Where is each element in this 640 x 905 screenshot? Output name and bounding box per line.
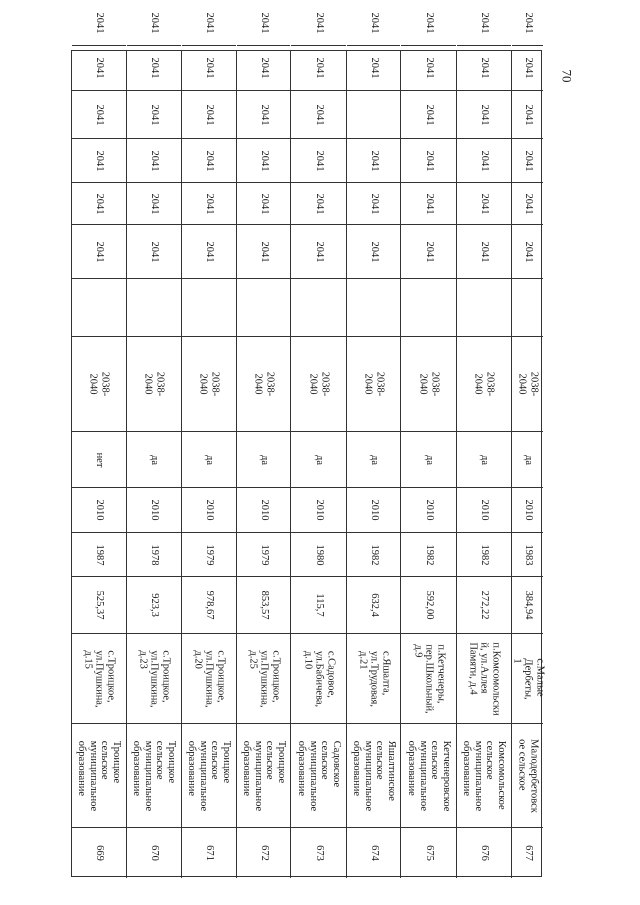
cell-text: с.Малые Дербеты, 1 (510, 657, 545, 700)
cell-text: 2010 (93, 499, 105, 521)
cell-text: 2041 (313, 193, 325, 214)
cell-c2 (347, 224, 400, 278)
cell-year-repair (127, 487, 181, 532)
cell-text: 1982 (368, 544, 380, 565)
cell-mo (237, 723, 290, 827)
cell-mo (347, 723, 400, 827)
table-row (127, 12, 182, 878)
cell-c2 (182, 224, 236, 278)
cell-text: 2041 (313, 150, 325, 171)
cell-text: 2041 (203, 57, 215, 79)
cell-c3 (72, 182, 126, 224)
cell-addr (182, 633, 236, 723)
cell-period (127, 336, 181, 431)
cell-c3 (237, 182, 290, 224)
cell-text: 2041 (522, 12, 534, 34)
cell-addr (237, 633, 290, 723)
cell-need (347, 431, 400, 487)
cell-text: 1979 (258, 544, 270, 565)
cell-c8 (347, 1, 400, 45)
cell-text: 671 (203, 845, 215, 861)
cell-c5 (401, 90, 456, 138)
cell-c2 (291, 224, 346, 278)
cell-year-repair (401, 487, 456, 532)
cell-c5 (347, 90, 400, 138)
cell-text: 2038-2040 (307, 371, 330, 397)
cell-text: нет (93, 452, 105, 467)
cell-text: 670 (148, 845, 160, 861)
cell-c4 (127, 138, 181, 182)
cell-text: 2041 (522, 150, 534, 171)
cell-text: Кетченеровское сельское муниципальное образование (406, 740, 452, 811)
cell-area (237, 576, 290, 633)
cell-c6 (512, 45, 543, 90)
cell-period (401, 336, 456, 431)
cell-mo (512, 723, 543, 827)
cell-text: 675 (423, 845, 435, 861)
cell-year-built (291, 532, 346, 576)
cell-addr (291, 633, 346, 723)
cell-c6 (237, 45, 290, 90)
cell-text: 2041 (148, 150, 160, 171)
cell-c5 (127, 90, 181, 138)
cell-text: 2041 (368, 193, 380, 214)
table-row (401, 12, 457, 878)
cell-c8 (457, 1, 511, 45)
cell-text: 1982 (423, 544, 435, 565)
cell-text: 2041 (423, 193, 435, 214)
cell-c4 (182, 138, 236, 182)
cell-c8 (291, 1, 346, 45)
cell-area (512, 576, 543, 633)
cell-c3 (401, 182, 456, 224)
cell-text: да (313, 454, 325, 465)
cell-c6 (72, 45, 126, 90)
cell-text: 2041 (368, 12, 380, 34)
cell-text: 272,22 (478, 590, 490, 620)
cell-year-built (72, 532, 126, 576)
cell-year-repair (237, 487, 290, 532)
cell-text: 2010 (423, 499, 435, 521)
cell-text: 674 (368, 845, 380, 861)
cell-addr (401, 633, 456, 723)
cell-year-built (182, 532, 236, 576)
cell-year-built (347, 532, 400, 576)
cell-text: с.Троицкое, ул.Пушкина, д.15 (82, 649, 117, 708)
cell-text: п.Комсомольски й, ул.Аллея Памяти, д.4 (467, 641, 502, 716)
cell-period (291, 336, 346, 431)
cell-text: 2038-2040 (473, 371, 496, 397)
cell-c2 (512, 224, 543, 278)
cell-text: 2041 (368, 57, 380, 79)
cell-year-built (512, 532, 543, 576)
cell-text: Комсомольское сельское муниципальное образование (461, 740, 507, 811)
cell-text: с.Троицкое, ул.Пушкина, д.20 (192, 649, 227, 708)
cell-text: 669 (93, 845, 105, 861)
cell-year-built (127, 532, 181, 576)
cell-text: 2041 (368, 150, 380, 171)
cell-need (457, 431, 511, 487)
table-row (72, 12, 127, 878)
cell-c5 (237, 90, 290, 138)
cell-need (401, 431, 456, 487)
cell-text: 2041 (93, 241, 105, 262)
cell-text: 632,4 (368, 593, 380, 617)
cell-text: 2041 (258, 193, 270, 214)
cell-c8 (72, 1, 126, 45)
cell-area (457, 576, 511, 633)
cell-text: 2041 (423, 12, 435, 34)
cell-text: Троицкое сельское муниципальное образование (131, 740, 177, 811)
cell-c1 (347, 278, 400, 336)
cell-c4 (347, 138, 400, 182)
cell-text: 2041 (93, 12, 105, 34)
cell-text: 923,3 (148, 593, 160, 617)
cell-mo (401, 723, 456, 827)
housing-repair-table (71, 12, 545, 877)
cell-text: 2041 (258, 12, 270, 34)
cell-text: 2041 (313, 57, 325, 79)
cell-area (291, 576, 346, 633)
table-row (291, 12, 347, 878)
cell-mo (72, 723, 126, 827)
cell-year-built (457, 532, 511, 576)
cell-period (457, 336, 511, 431)
cell-c1 (127, 278, 181, 336)
cell-text: Малодербетовск ое сельское (516, 738, 539, 813)
cell-mo (127, 723, 181, 827)
cell-text: 2041 (313, 241, 325, 262)
cell-text: 2010 (258, 499, 270, 521)
cell-text: 2041 (478, 12, 490, 34)
cell-text: 2041 (203, 193, 215, 214)
cell-text: Садовское сельское муниципальное образование (296, 740, 342, 811)
cell-c6 (401, 45, 456, 90)
cell-text: 2041 (478, 150, 490, 171)
cell-c1 (182, 278, 236, 336)
cell-text: 2041 (148, 241, 160, 262)
cell-need (237, 431, 290, 487)
table-row (182, 12, 237, 878)
cell-num (72, 827, 126, 878)
cell-area (72, 576, 126, 633)
cell-text: с.Садовое, ул.Бабичева, д.10 (301, 650, 336, 707)
cell-num (457, 827, 511, 878)
cell-text: 2010 (313, 499, 325, 521)
cell-text: п.Кетченеры, пер.Школьный, д.9 (411, 643, 446, 714)
cell-c5 (512, 90, 543, 138)
cell-text: 2038-2040 (516, 371, 539, 397)
cell-text: 1982 (478, 544, 490, 565)
cell-text: да (148, 454, 160, 465)
cell-text: с.Яшалта, ул.Трудовая, д.21 (356, 650, 391, 707)
cell-num (401, 827, 456, 878)
cell-text: 2010 (522, 499, 534, 521)
cell-text: 853,57 (258, 590, 270, 620)
cell-year-repair (291, 487, 346, 532)
cell-need (512, 431, 543, 487)
cell-period (237, 336, 290, 431)
cell-c1 (237, 278, 290, 336)
cell-num (127, 827, 181, 878)
table-row (347, 12, 401, 878)
cell-text: 2041 (478, 193, 490, 214)
cell-text: да (368, 454, 380, 465)
table-row (237, 12, 291, 878)
cell-text: 2041 (203, 150, 215, 171)
cell-text: Троицкое сельское муниципальное образование (241, 740, 287, 811)
cell-year-repair (457, 487, 511, 532)
cell-text: 1983 (522, 544, 534, 565)
cell-need (182, 431, 236, 487)
cell-need (72, 431, 126, 487)
cell-c6 (291, 45, 346, 90)
cell-text: 2041 (93, 193, 105, 214)
cell-text: 2041 (423, 57, 435, 79)
cell-addr (347, 633, 400, 723)
cell-text: 2038-2040 (88, 371, 111, 397)
table-row (510, 12, 545, 878)
cell-text: 2041 (148, 57, 160, 79)
cell-c1 (512, 278, 543, 336)
cell-c6 (347, 45, 400, 90)
cell-num (347, 827, 400, 878)
cell-area (182, 576, 236, 633)
cell-text: 2038-2040 (143, 371, 166, 397)
cell-num (291, 827, 346, 878)
cell-text: Троицкое сельское муниципальное образование (186, 740, 232, 811)
cell-c3 (127, 182, 181, 224)
cell-text: 677 (522, 845, 534, 861)
cell-text: 1979 (203, 544, 215, 565)
cell-text: да (258, 454, 270, 465)
cell-c2 (237, 224, 290, 278)
cell-text: 2041 (368, 241, 380, 262)
page-number: 70 (559, 69, 574, 83)
cell-text: 2041 (313, 104, 325, 125)
cell-text: 525,37 (93, 590, 105, 620)
cell-text: 2041 (522, 241, 534, 262)
cell-text: 1980 (313, 544, 325, 565)
cell-text: 2041 (203, 104, 215, 125)
cell-text: да (203, 454, 215, 465)
cell-year-built (401, 532, 456, 576)
cell-text: 2041 (258, 57, 270, 79)
cell-c8 (127, 1, 181, 45)
cell-area (127, 576, 181, 633)
cell-c4 (457, 138, 511, 182)
cell-c5 (457, 90, 511, 138)
cell-text: 2041 (93, 57, 105, 79)
cell-text: 2010 (148, 499, 160, 521)
cell-text: 1987 (93, 544, 105, 565)
cell-text: 2038-2040 (198, 371, 221, 397)
cell-need (127, 431, 181, 487)
cell-text: 592,00 (423, 590, 435, 620)
cell-text: 2041 (522, 193, 534, 214)
cell-c3 (182, 182, 236, 224)
cell-text: 2041 (478, 57, 490, 79)
cell-addr (512, 633, 543, 723)
cell-text: 2041 (258, 104, 270, 125)
cell-text: 2041 (148, 12, 160, 34)
cell-text: да (478, 454, 490, 465)
cell-c3 (291, 182, 346, 224)
cell-text: Яшалтинское сельское муниципальное образование (351, 740, 397, 811)
cell-text: Троицкое сельское муниципальное образование (76, 740, 122, 811)
cell-period (182, 336, 236, 431)
cell-year-repair (347, 487, 400, 532)
cell-year-repair (182, 487, 236, 532)
cell-c5 (291, 90, 346, 138)
cell-text: 2038-2040 (362, 371, 385, 397)
cell-c8 (512, 1, 543, 45)
cell-addr (127, 633, 181, 723)
cell-period (512, 336, 543, 431)
cell-text: 2041 (423, 241, 435, 262)
cell-text: 2041 (258, 150, 270, 171)
cell-period (72, 336, 126, 431)
cell-num (512, 827, 543, 878)
cell-c2 (401, 224, 456, 278)
cell-need (291, 431, 346, 487)
cell-num (237, 827, 290, 878)
cell-text: 2041 (93, 104, 105, 125)
cell-text: 2041 (313, 12, 325, 34)
cell-c5 (182, 90, 236, 138)
cell-c3 (347, 182, 400, 224)
cell-text: 1978 (148, 544, 160, 565)
cell-c8 (237, 1, 290, 45)
cell-text: 673 (313, 845, 325, 861)
cell-text: 115,7 (313, 593, 325, 617)
cell-text: с.Троицкое, ул.Пушкина, д.23 (137, 649, 172, 708)
cell-c3 (512, 182, 543, 224)
cell-text: 2041 (522, 57, 534, 79)
cell-num (182, 827, 236, 878)
cell-text: с.Троицкое, ул.Пушкина, д.25 (246, 649, 281, 708)
cell-text: да (423, 454, 435, 465)
cell-mo (182, 723, 236, 827)
cell-text: 2041 (423, 104, 435, 125)
cell-c6 (457, 45, 511, 90)
cell-text: 2010 (368, 499, 380, 521)
cell-c6 (182, 45, 236, 90)
cell-year-built (237, 532, 290, 576)
cell-text: 2041 (148, 104, 160, 125)
cell-text: 2010 (203, 499, 215, 521)
cell-year-repair (72, 487, 126, 532)
cell-c4 (401, 138, 456, 182)
cell-c8 (401, 1, 456, 45)
cell-text: 2010 (478, 499, 490, 521)
cell-text: 2041 (203, 12, 215, 34)
cell-text: 2041 (423, 150, 435, 171)
cell-text: 676 (478, 845, 490, 861)
cell-text: 672 (258, 845, 270, 861)
cell-c4 (237, 138, 290, 182)
cell-area (347, 576, 400, 633)
cell-text: 2041 (148, 193, 160, 214)
cell-c4 (291, 138, 346, 182)
cell-text: 2038-2040 (417, 371, 440, 397)
cell-text: да (522, 454, 534, 465)
cell-text: 2041 (203, 241, 215, 262)
cell-area (401, 576, 456, 633)
cell-c5 (72, 90, 126, 138)
cell-mo (291, 723, 346, 827)
cell-text: 2041 (522, 104, 534, 125)
cell-c2 (127, 224, 181, 278)
cell-period (347, 336, 400, 431)
cell-c2 (72, 224, 126, 278)
cell-text: 2041 (478, 104, 490, 125)
cell-text: 2038-2040 (252, 371, 275, 397)
cell-mo (457, 723, 511, 827)
cell-c6 (127, 45, 181, 90)
cell-text: 2041 (258, 241, 270, 262)
cell-year-repair (512, 487, 543, 532)
cell-addr (72, 633, 126, 723)
cell-text: 2041 (478, 241, 490, 262)
cell-c8 (182, 1, 236, 45)
cell-c1 (457, 278, 511, 336)
cell-c1 (72, 278, 126, 336)
cell-text: 2041 (93, 150, 105, 171)
cell-text: 384,94 (522, 590, 534, 620)
cell-c2 (457, 224, 511, 278)
table-row (457, 12, 512, 878)
cell-c3 (457, 182, 511, 224)
cell-addr (457, 633, 511, 723)
cell-c1 (291, 278, 346, 336)
cell-text: 978,67 (203, 590, 215, 620)
cell-c1 (401, 278, 456, 336)
cell-c4 (72, 138, 126, 182)
cell-c4 (512, 138, 543, 182)
